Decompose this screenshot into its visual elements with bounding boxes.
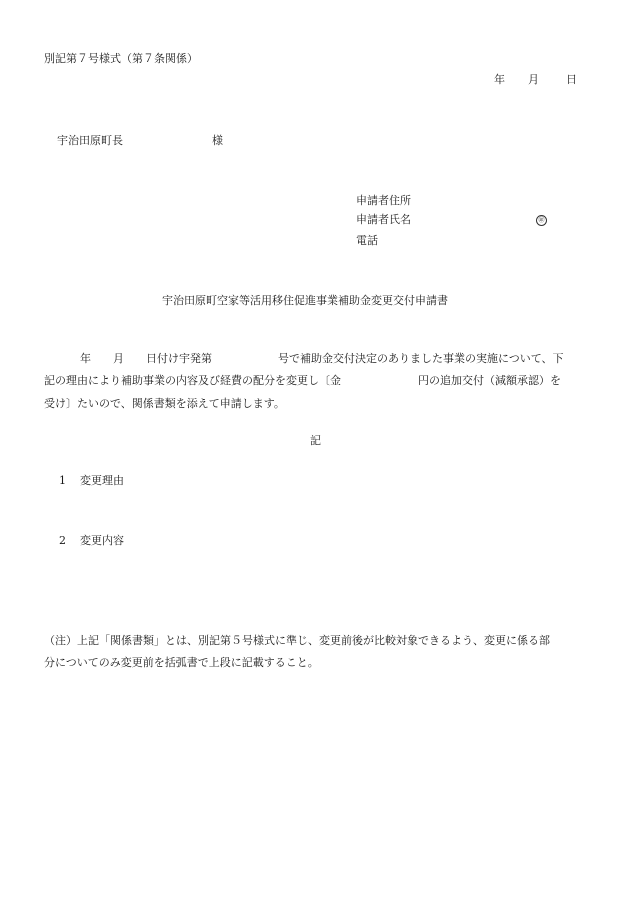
form-label: 別記第７号様式（第７条関係） [44,52,198,65]
applicant-phone-label: 電話 [356,234,378,247]
document-title: 宇治田原町空家等活用移住促進事業補助金変更交付申請書 [162,294,448,307]
body-line-3: 受け〕たいので、関係書類を添えて申請します。 [44,397,285,410]
seal-mark-text: ㊞ [536,215,547,226]
date-day: 日 [566,73,577,86]
ki-heading: 記 [310,434,321,447]
addressee-honorific: 様 [212,134,223,147]
note-line-2: 分についてのみ変更前を括弧書で上段に記載すること。 [44,656,319,669]
item-number: 2 [59,534,66,547]
body-line-2: 記の理由により補助事業の内容及び経費の配分を変更し〔金 円の追加交付（減額承認）を [44,374,561,387]
note-line-1: （注）上記「関係書類」とは、別記第５号様式に準じ、変更前後が比較対象できるよう、変更に係る部 [44,634,550,647]
item-label: 変更理由 [80,474,124,487]
addressee-name: 宇治田原町長 [57,134,123,147]
body-line-1: 年 月 日付け宇発第 号で補助金交付決定のありました事業の実施について、下 [80,352,564,365]
seal-mark-icon [536,213,547,227]
applicant-name-label: 申請者氏名 [356,213,411,226]
date-month: 月 [528,73,539,86]
date-year: 年 [494,73,505,86]
item-number: 1 [59,474,66,487]
item-label: 変更内容 [80,534,124,547]
applicant-address-label: 申請者住所 [356,194,411,207]
